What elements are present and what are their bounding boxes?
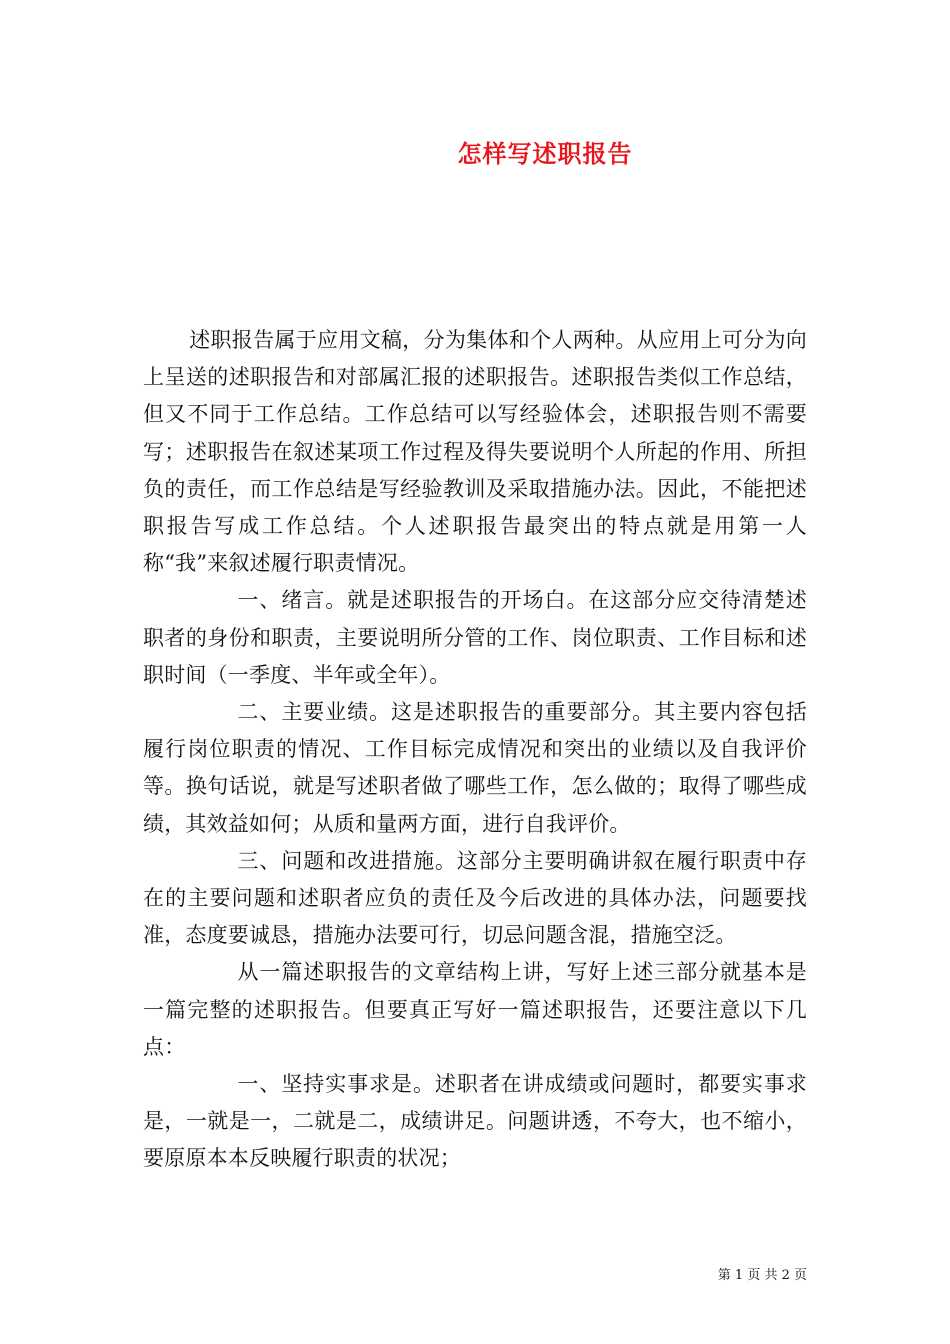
paragraph-section-1: 一、绪言。就是述职报告的开场白。在这部分应交待清楚述职者的身份和职责，主要说明所分管的工作、岗位职责、工作目标和述职时间（一季度、半年或全年）。 <box>143 588 807 687</box>
page-number-footer: 第 1 页 共 2 页 <box>717 1268 807 1283</box>
paragraph-intro: 述职报告属于应用文稿，分为集体和个人两种。从应用上可分为向上呈送的述职报告和对部属汇报的述职报告。述职报告类似工作总结，但又不同于工作总结。工作总结可以写经验体会，述职报告则不需要写；述职报告在叙述某项工作过程及得失要说明个人所起的作用、所担负的责任，而工作总结是写经验教训及采取措施办法。因此，不能把述职报告写成工作总结。个人述职报告最突出的特点就是用第一人称“我”来叙述履行职责情况。 <box>143 328 807 576</box>
paragraph-structure-summary: 从一篇述职报告的文章结构上讲，写好上述三部分就基本是一篇完整的述职报告。但要真正写好一篇述职报告，还要注意以下几点： <box>143 960 807 1059</box>
document-body <box>143 322 807 1178</box>
paragraph-point-1: 一、坚持实事求是。述职者在讲成绩或问题时，都要实事求是，一就是一，二就是二，成绩讲足。问题讲透，不夸大，也不缩小，要原原本本反映履行职责的状况； <box>143 1072 807 1171</box>
paragraph-section-3: 三、问题和改进措施。这部分主要明确讲叙在履行职责中存在的主要问题和述职者应负的责任及今后改进的具体办法，问题要找准，态度要诚恳，措施办法要可行，切忌问题含混，措施空泛。 <box>143 848 807 948</box>
paragraph-section-2: 二、主要业绩。这是述职报告的重要部分。其主要内容包括履行岗位职责的情况、工作目标完成情况和突出的业绩以及自我评价等。换句话说，就是写述职者做了哪些工作，怎么做的；取得了哪些成绩，其效益如何；从质和量两方面，进行自我评价。 <box>143 700 807 836</box>
document-title: 怎样写述职报告 <box>457 139 633 168</box>
